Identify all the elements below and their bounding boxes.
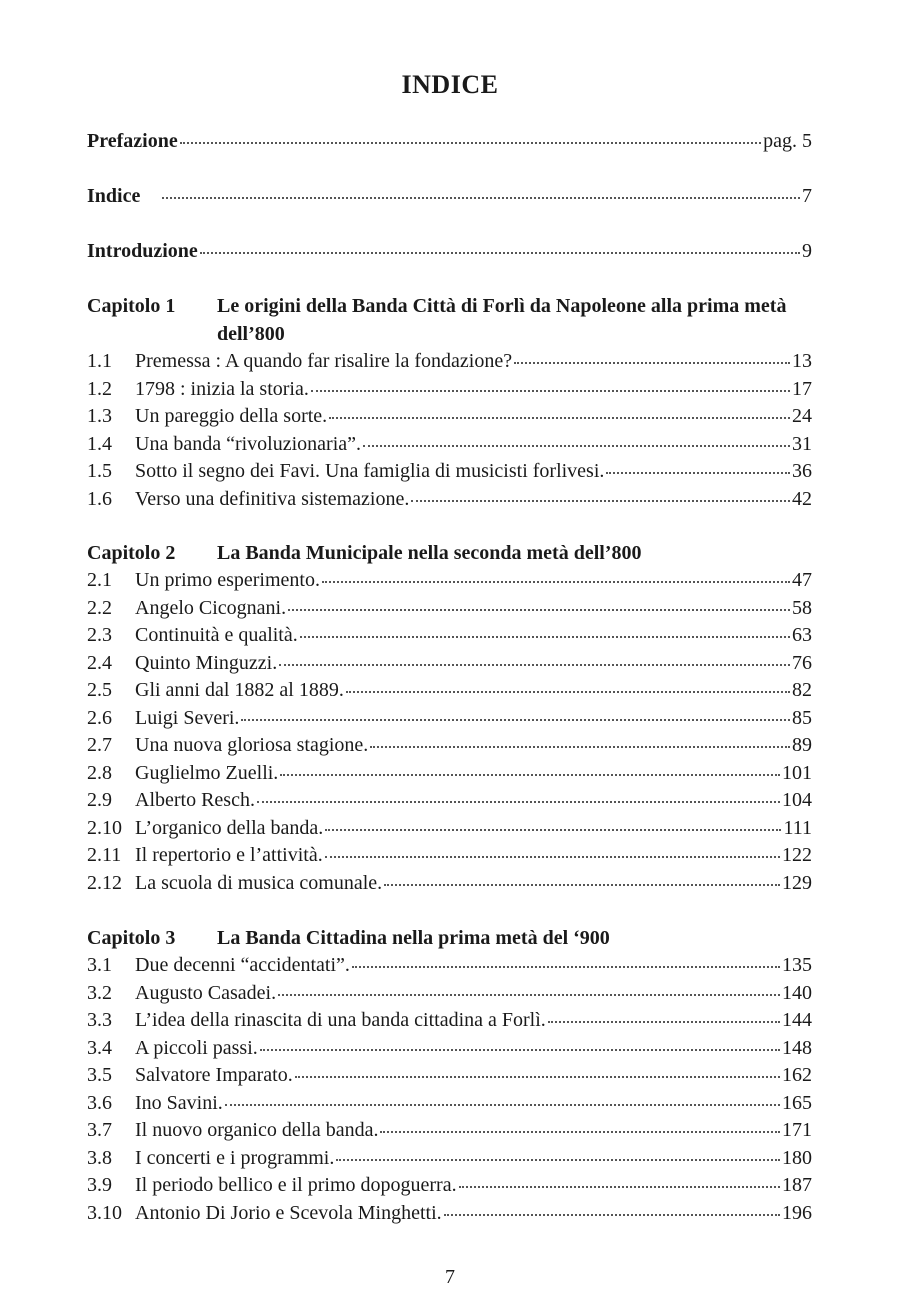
dot-leader [444, 1214, 780, 1216]
section-page: 129 [782, 871, 812, 894]
toc-entry [87, 677, 812, 705]
section-title: La scuola di musica comunale. [135, 871, 383, 894]
dot-leader [380, 1131, 780, 1133]
page-title: INDICE [401, 70, 499, 99]
chapter-title: La Banda Cittadina nella prima metà del ‘900 [217, 927, 610, 949]
section-number: 3.1 [87, 954, 112, 976]
dot-leader [325, 829, 781, 831]
toc-entry [87, 622, 812, 650]
section-title: Continuità e qualità. [135, 624, 298, 646]
toc-entry [87, 705, 812, 733]
toc-entry [87, 1172, 812, 1200]
section-number: 1.2 [87, 377, 112, 400]
section-title: Il periodo bellico e il primo dopoguerra. [135, 1174, 457, 1196]
section-number: 3.3 [87, 1009, 112, 1031]
section-page: 171 [782, 1119, 812, 1141]
toc-entry [87, 486, 812, 514]
section-title: Angelo Cicognani. [135, 596, 287, 619]
toc-entry [87, 348, 812, 376]
section-page: 76 [792, 651, 812, 674]
dot-leader [260, 1049, 780, 1051]
section-number: 1.3 [87, 405, 112, 427]
section-title: Un pareggio della sorte. [135, 405, 328, 427]
chapter-1-entries [87, 348, 812, 513]
dot-leader [370, 746, 790, 748]
toc-entry [87, 1090, 812, 1118]
toc-entry [87, 431, 812, 459]
section-number: 2.6 [87, 706, 112, 729]
section-page: 144 [782, 1009, 812, 1031]
section-number: 2.10 [87, 816, 122, 839]
section-title: Due decenni “accidentati”. [135, 954, 350, 976]
section-number: 2.3 [87, 624, 112, 646]
section-title: Il repertorio e l’attività. [135, 844, 323, 866]
section-page: 36 [792, 460, 812, 482]
section-page: 196 [782, 1201, 812, 1224]
section-number: 3.7 [87, 1119, 112, 1141]
toc-entry-introduzione [87, 238, 812, 266]
section-number: 1.6 [87, 487, 112, 510]
toc-entry [87, 567, 812, 595]
section-page: 82 [792, 679, 812, 701]
toc-entry [87, 595, 812, 623]
section-number: 2.11 [87, 844, 122, 866]
toc-entry [87, 376, 812, 404]
chapter-2-entries [87, 567, 812, 897]
section-title: Ino Savini. [135, 1091, 223, 1114]
section-title: Quinto Minguzzi. [135, 651, 278, 674]
dot-leader [288, 609, 790, 611]
section-page: 63 [792, 624, 812, 646]
section-number: 3.4 [87, 1036, 112, 1059]
dot-leader [548, 1021, 780, 1023]
section-page: 42 [792, 487, 812, 510]
section-title: Il nuovo organico della banda. [135, 1119, 379, 1141]
dot-leader [257, 801, 780, 803]
dot-leader [241, 719, 790, 721]
toc-entry [87, 1007, 812, 1035]
dot-leader [295, 1076, 780, 1078]
dot-leader [311, 390, 790, 392]
chapter-label: Capitolo 1 [87, 295, 176, 317]
section-number: 2.5 [87, 679, 112, 701]
section-title: Una banda “rivoluzionaria”. [135, 432, 362, 455]
dot-leader [278, 994, 780, 996]
section-page: 111 [783, 816, 812, 839]
section-page: 85 [792, 706, 812, 729]
toc-entry-prefazione [87, 128, 812, 156]
toc-entry [87, 650, 812, 678]
section-number: 1.5 [87, 460, 112, 482]
section-page: 47 [792, 569, 812, 591]
section-title: I concerti e i programmi. [135, 1146, 335, 1169]
dot-leader [325, 856, 780, 858]
toc-entry-label: Indice [87, 185, 141, 207]
dot-leader [162, 197, 800, 199]
section-page: 89 [792, 734, 812, 756]
section-title: Un primo esperimento. [135, 569, 320, 591]
section-title: 1798 : inizia la storia. [135, 377, 309, 400]
toc-entry-page: 7 [802, 185, 812, 207]
dot-leader [336, 1159, 780, 1161]
chapter-title: Le origini della Banda Città di Forlì da Napoleone alla prima metà dell’800 [217, 295, 787, 345]
section-page: 187 [782, 1174, 812, 1196]
toc-entry [87, 870, 812, 898]
dot-leader [411, 500, 790, 502]
section-page: 162 [782, 1064, 812, 1086]
dot-leader [329, 417, 790, 419]
section-title: Verso una definitiva sistemazione. [135, 487, 410, 510]
section-page: 104 [782, 789, 812, 811]
toc-entry [87, 760, 812, 788]
dot-leader [180, 142, 761, 144]
toc-entry [87, 732, 812, 760]
toc-entry-page: pag. 5 [763, 130, 812, 152]
section-page: 122 [782, 844, 812, 866]
dot-leader [514, 362, 790, 364]
toc-entry [87, 1117, 812, 1145]
section-title: Una nuova gloriosa stagione. [135, 734, 369, 756]
section-number: 2.12 [87, 871, 122, 894]
dot-leader [300, 636, 790, 638]
section-number: 1.4 [87, 432, 112, 455]
toc-entry-label: Prefazione [87, 130, 178, 152]
chapter-label: Capitolo 2 [87, 542, 176, 564]
section-page: 58 [792, 596, 812, 619]
toc-entry [87, 815, 812, 843]
section-number: 3.6 [87, 1091, 112, 1114]
section-title: Guglielmo Zuelli. [135, 761, 279, 784]
section-page: 148 [782, 1036, 812, 1059]
dot-leader [322, 581, 790, 583]
dot-leader [363, 445, 790, 447]
section-title: Antonio Di Jorio e Scevola Minghetti. [135, 1201, 442, 1224]
section-page: 101 [782, 761, 812, 784]
section-number: 3.8 [87, 1146, 112, 1169]
section-title: Gli anni dal 1882 al 1889. [135, 679, 344, 701]
toc-entry-indice [87, 183, 812, 211]
section-title: Alberto Resch. [135, 789, 255, 811]
section-number: 2.9 [87, 789, 112, 811]
section-title: L’idea della rinascita di una banda cittadina a Forlì. [135, 1009, 546, 1031]
toc-entry-page: 9 [802, 240, 812, 262]
section-title: Augusto Casadei. [135, 981, 277, 1004]
toc-entry-label: Introduzione [87, 240, 198, 262]
section-title: Salvatore Imparato. [135, 1064, 293, 1086]
section-number: 2.1 [87, 569, 112, 591]
dot-leader [459, 1186, 780, 1188]
chapter-label: Capitolo 3 [87, 927, 176, 949]
toc-entry [87, 787, 812, 815]
section-number: 2.2 [87, 596, 112, 619]
toc-entry [87, 952, 812, 980]
toc-entry [87, 980, 812, 1008]
chapter-title: La Banda Municipale nella seconda metà dell’800 [217, 542, 642, 564]
dot-leader [346, 691, 790, 693]
toc-entry [87, 1145, 812, 1173]
section-page: 17 [792, 377, 812, 400]
section-page: 135 [782, 954, 812, 976]
section-number: 3.10 [87, 1201, 122, 1224]
toc-entry [87, 842, 812, 870]
section-title: A piccoli passi. [135, 1036, 258, 1059]
dot-leader [225, 1104, 780, 1106]
chapter-3-entries [87, 952, 812, 1227]
chapter-heading-1 [87, 293, 812, 348]
section-page: 165 [782, 1091, 812, 1114]
dot-leader [606, 472, 790, 474]
dot-leader [384, 884, 780, 886]
dot-leader [280, 774, 780, 776]
section-number: 2.8 [87, 761, 112, 784]
page-number: 7 [445, 1266, 455, 1288]
dot-leader [279, 664, 790, 666]
dot-leader [352, 966, 780, 968]
section-number: 2.7 [87, 734, 112, 756]
section-number: 3.5 [87, 1064, 112, 1086]
section-number: 3.9 [87, 1174, 112, 1196]
section-page: 140 [782, 981, 812, 1004]
chapter-heading-2 [87, 540, 812, 568]
section-title: L’organico della banda. [135, 816, 324, 839]
section-page: 31 [792, 432, 812, 455]
section-number: 2.4 [87, 651, 112, 674]
toc-entry [87, 1035, 812, 1063]
section-page: 180 [782, 1146, 812, 1169]
toc-entry [87, 458, 812, 486]
section-title: Premessa : A quando far risalire la fondazione? [135, 350, 513, 372]
section-number: 3.2 [87, 981, 112, 1004]
toc-entry [87, 403, 812, 431]
toc-entry [87, 1200, 812, 1228]
section-title: Sotto il segno dei Favi. Una famiglia di musicisti forlivesi. [135, 460, 605, 482]
dot-leader [200, 252, 800, 254]
chapter-heading-3 [87, 925, 812, 953]
toc-entry [87, 1062, 812, 1090]
section-title: Luigi Severi. [135, 706, 240, 729]
section-number: 1.1 [87, 350, 112, 372]
section-page: 13 [792, 350, 812, 372]
section-page: 24 [792, 405, 812, 427]
